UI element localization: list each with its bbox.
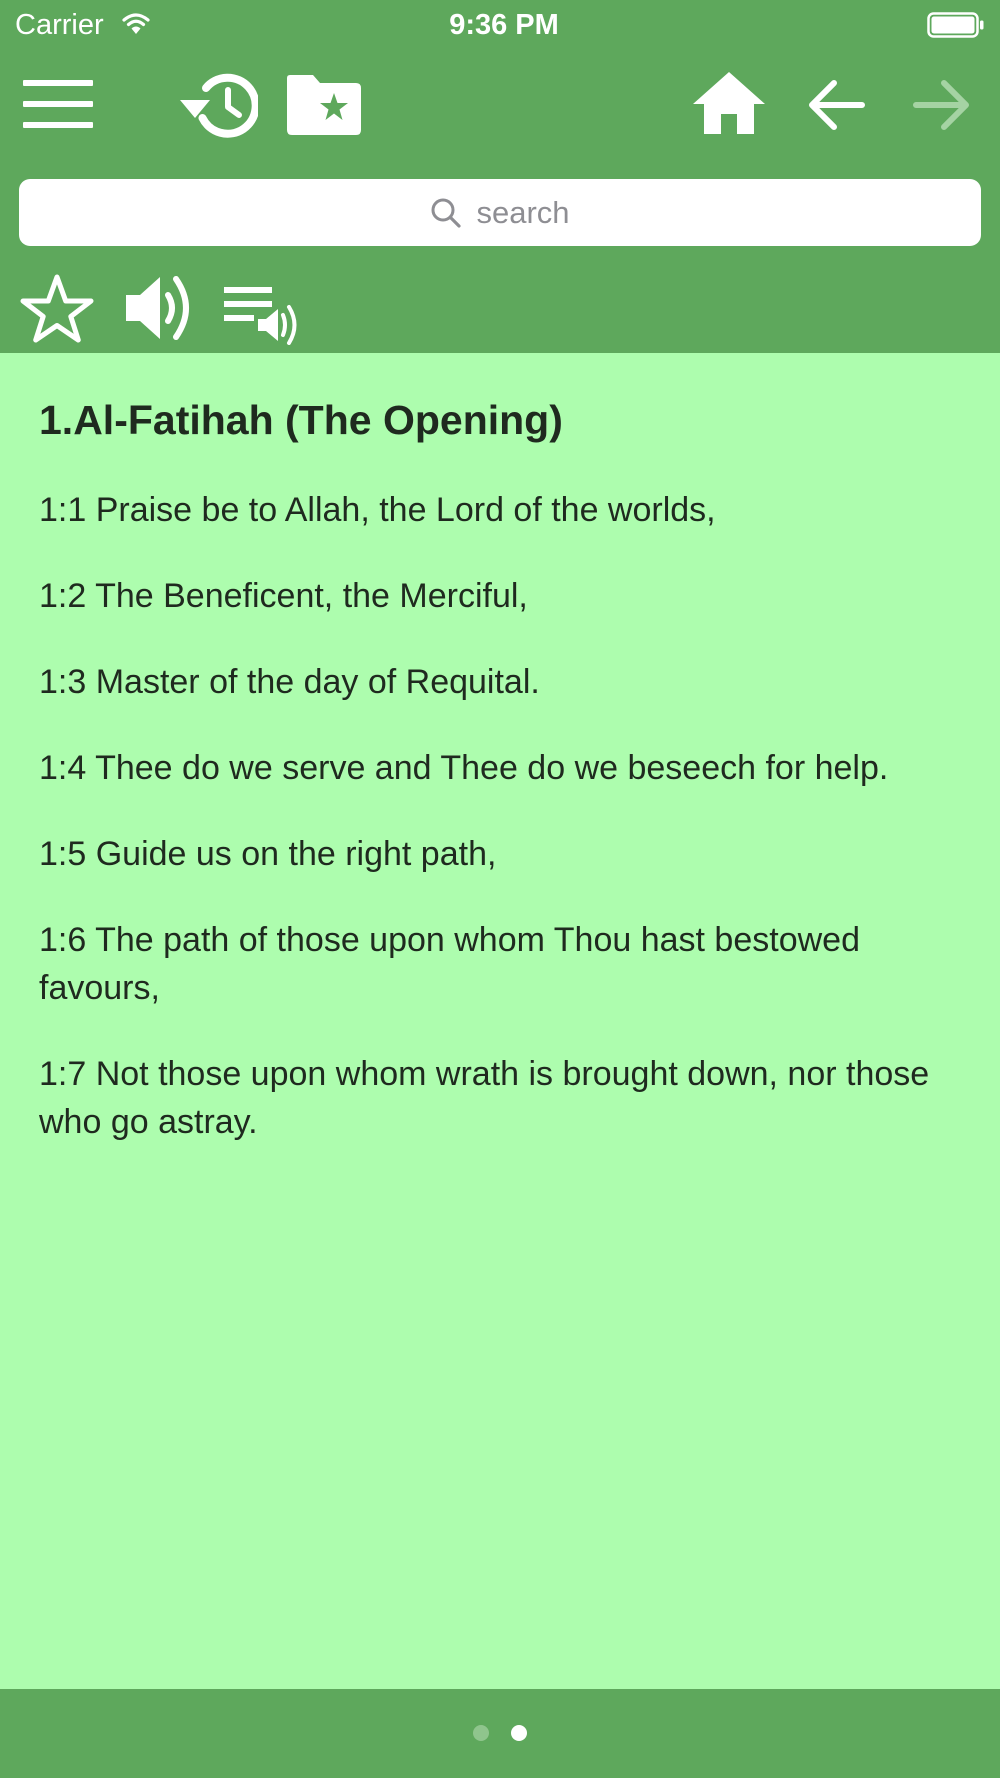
play-audio-icon[interactable] <box>124 273 198 343</box>
menu-icon[interactable] <box>23 80 93 128</box>
forward-arrow-icon[interactable] <box>912 79 972 131</box>
search-icon <box>430 197 462 229</box>
bookmark-folder-icon[interactable] <box>287 75 361 135</box>
home-icon[interactable] <box>692 70 766 134</box>
sura-content <box>39 392 969 1184</box>
verse-1-1[interactable]: 1:1 Praise be to Allah, the Lord of the worlds, <box>39 491 716 529</box>
search-placeholder: search <box>476 194 570 230</box>
verse-1-5[interactable]: 1:5 Guide us on the right path, <box>39 835 497 873</box>
battery-icon <box>927 12 985 38</box>
page-dot-1[interactable] <box>473 1725 489 1741</box>
favorite-star-icon[interactable] <box>20 273 94 343</box>
verse-1-7[interactable]: 1:7 Not those upon whom wrath is brought down, nor those who go astray. <box>39 1055 930 1141</box>
sura-title: 1.Al-Fatihah (The Opening) <box>39 397 563 443</box>
verse-1-3[interactable]: 1:3 Master of the day of Requital. <box>39 663 540 701</box>
search-input[interactable] <box>19 179 981 246</box>
page-dot-2-active[interactable] <box>511 1725 527 1741</box>
back-arrow-icon[interactable] <box>806 79 866 131</box>
verse-1-6[interactable]: 1:6 The path of those upon whom Thou hast bestowed favours, <box>39 921 860 1007</box>
bottom-bar <box>0 1689 1000 1778</box>
playlist-audio-icon[interactable] <box>224 285 302 345</box>
verse-1-2[interactable]: 1:2 The Beneficent, the Merciful, <box>39 577 528 615</box>
status-time: 9:36 PM <box>449 9 559 41</box>
history-icon[interactable] <box>176 70 258 140</box>
top-bar <box>0 0 1000 353</box>
search-bar[interactable] <box>19 179 981 246</box>
status-bar <box>0 0 1000 50</box>
carrier-label: Carrier <box>15 9 104 41</box>
verse-1-4[interactable]: 1:4 Thee do we serve and Thee do we beseech for help. <box>39 749 889 787</box>
